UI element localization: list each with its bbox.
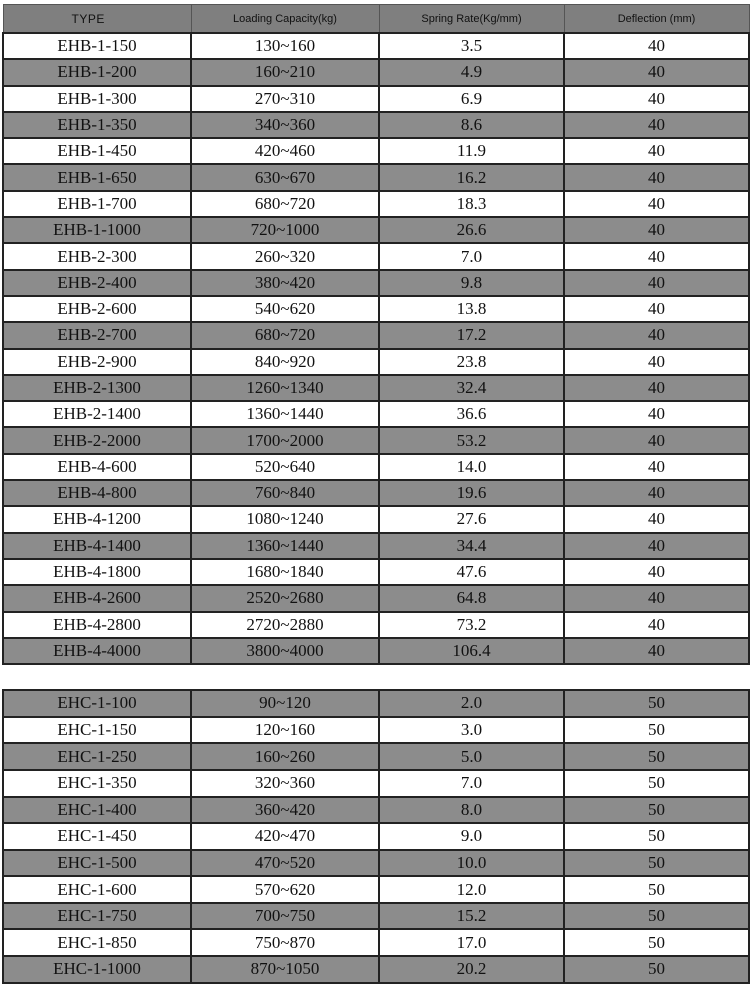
table-row — [3, 929, 749, 956]
deflection-cell: 40 — [564, 33, 749, 59]
spring-rate-cell: 32.4 — [379, 375, 564, 401]
table-row — [3, 454, 749, 480]
type-cell: EHC-1-250 — [3, 743, 191, 770]
spring-rate-cell: 7.0 — [379, 243, 564, 269]
spring-rate-cell: 11.9 — [379, 138, 564, 164]
loading-capacity-cell: 520~640 — [191, 454, 379, 480]
header-row — [3, 5, 749, 34]
deflection-cell: 50 — [564, 956, 749, 983]
spring-rate-cell: 14.0 — [379, 454, 564, 480]
loading-capacity-cell: 1260~1340 — [191, 375, 379, 401]
deflection-cell: 50 — [564, 823, 749, 850]
type-cell: EHC-1-850 — [3, 929, 191, 956]
spring-rate-cell: 17.0 — [379, 929, 564, 956]
spring-rate-cell: 27.6 — [379, 506, 564, 532]
spring-rate-cell: 19.6 — [379, 480, 564, 506]
type-cell: EHC-1-1000 — [3, 956, 191, 983]
table-row — [3, 638, 749, 664]
table-row — [3, 903, 749, 930]
deflection-cell: 40 — [564, 638, 749, 664]
type-cell: EHB-4-4000 — [3, 638, 191, 664]
deflection-cell: 50 — [564, 850, 749, 877]
type-cell: EHC-1-100 — [3, 690, 191, 717]
deflection-cell: 40 — [564, 164, 749, 190]
type-cell: EHB-4-2800 — [3, 612, 191, 638]
deflection-cell: 40 — [564, 480, 749, 506]
table-row — [3, 427, 749, 453]
type-cell: EHB-1-1000 — [3, 217, 191, 243]
table-row — [3, 322, 749, 348]
type-cell: EHB-4-1400 — [3, 533, 191, 559]
spec-tables — [2, 4, 748, 984]
type-cell: EHC-1-500 — [3, 850, 191, 877]
table-row — [3, 823, 749, 850]
loading-capacity-cell: 360~420 — [191, 797, 379, 824]
deflection-cell: 40 — [564, 217, 749, 243]
table-row — [3, 86, 749, 112]
loading-capacity-cell: 700~750 — [191, 903, 379, 930]
loading-capacity-cell: 870~1050 — [191, 956, 379, 983]
spring-rate-cell: 3.5 — [379, 33, 564, 59]
spring-rate-cell: 12.0 — [379, 876, 564, 903]
deflection-cell: 40 — [564, 454, 749, 480]
spring-rate-cell: 36.6 — [379, 401, 564, 427]
table-row — [3, 743, 749, 770]
table-row — [3, 243, 749, 269]
deflection-cell: 50 — [564, 770, 749, 797]
type-cell: EHB-1-300 — [3, 86, 191, 112]
type-cell: EHC-1-750 — [3, 903, 191, 930]
spring-rate-cell: 47.6 — [379, 559, 564, 585]
deflection-cell: 40 — [564, 375, 749, 401]
spring-rate-cell: 4.9 — [379, 59, 564, 85]
loading-capacity-cell: 1080~1240 — [191, 506, 379, 532]
loading-capacity-cell: 160~260 — [191, 743, 379, 770]
table-row — [3, 401, 749, 427]
deflection-cell: 40 — [564, 243, 749, 269]
table-row — [3, 296, 749, 322]
spring-rate-cell: 16.2 — [379, 164, 564, 190]
ehb-spec-table — [2, 4, 750, 665]
deflection-cell: 50 — [564, 929, 749, 956]
table-header — [3, 5, 749, 34]
spring-rate-cell: 106.4 — [379, 638, 564, 664]
deflection-cell: 40 — [564, 533, 749, 559]
spring-rate-cell: 9.8 — [379, 270, 564, 296]
table-row — [3, 612, 749, 638]
table-row — [3, 585, 749, 611]
table-row — [3, 876, 749, 903]
table-gap — [2, 665, 748, 689]
header-spring-rate: Spring Rate(Kg/mm) — [379, 5, 564, 34]
deflection-cell: 40 — [564, 612, 749, 638]
loading-capacity-cell: 840~920 — [191, 349, 379, 375]
table-row — [3, 349, 749, 375]
deflection-cell: 40 — [564, 585, 749, 611]
type-cell: EHB-1-350 — [3, 112, 191, 138]
table-row — [3, 375, 749, 401]
spring-rate-cell: 6.9 — [379, 86, 564, 112]
ehc-spec-table — [2, 689, 750, 984]
table-row — [3, 797, 749, 824]
type-cell: EHB-2-700 — [3, 322, 191, 348]
loading-capacity-cell: 1360~1440 — [191, 533, 379, 559]
table-row — [3, 480, 749, 506]
table-row — [3, 850, 749, 877]
spring-rate-cell: 2.0 — [379, 690, 564, 717]
type-cell: EHC-1-600 — [3, 876, 191, 903]
type-cell: EHB-1-450 — [3, 138, 191, 164]
spring-rate-cell: 53.2 — [379, 427, 564, 453]
deflection-cell: 50 — [564, 876, 749, 903]
spring-rate-cell: 20.2 — [379, 956, 564, 983]
table-row — [3, 506, 749, 532]
ehc-table-body — [3, 690, 749, 983]
loading-capacity-cell: 3800~4000 — [191, 638, 379, 664]
deflection-cell: 40 — [564, 506, 749, 532]
loading-capacity-cell: 2720~2880 — [191, 612, 379, 638]
spring-rate-cell: 26.6 — [379, 217, 564, 243]
loading-capacity-cell: 720~1000 — [191, 217, 379, 243]
spring-rate-cell: 7.0 — [379, 770, 564, 797]
loading-capacity-cell: 1680~1840 — [191, 559, 379, 585]
type-cell: EHB-2-2000 — [3, 427, 191, 453]
table-row — [3, 112, 749, 138]
loading-capacity-cell: 420~470 — [191, 823, 379, 850]
deflection-cell: 40 — [564, 112, 749, 138]
spring-rate-cell: 9.0 — [379, 823, 564, 850]
loading-capacity-cell: 750~870 — [191, 929, 379, 956]
deflection-cell: 40 — [564, 59, 749, 85]
spring-rate-cell: 5.0 — [379, 743, 564, 770]
spring-rate-cell: 8.0 — [379, 797, 564, 824]
spring-rate-cell: 23.8 — [379, 349, 564, 375]
table-row — [3, 717, 749, 744]
type-cell: EHB-2-1300 — [3, 375, 191, 401]
ehb-table-body — [3, 33, 749, 664]
loading-capacity-cell: 540~620 — [191, 296, 379, 322]
loading-capacity-cell: 420~460 — [191, 138, 379, 164]
loading-capacity-cell: 320~360 — [191, 770, 379, 797]
deflection-cell: 40 — [564, 401, 749, 427]
loading-capacity-cell: 160~210 — [191, 59, 379, 85]
type-cell: EHB-4-800 — [3, 480, 191, 506]
deflection-cell: 40 — [564, 296, 749, 322]
deflection-cell: 40 — [564, 270, 749, 296]
type-cell: EHB-2-900 — [3, 349, 191, 375]
loading-capacity-cell: 760~840 — [191, 480, 379, 506]
table-row — [3, 956, 749, 983]
table-row — [3, 164, 749, 190]
type-cell: EHB-2-400 — [3, 270, 191, 296]
deflection-cell: 40 — [564, 322, 749, 348]
header-deflection: Deflection (mm) — [564, 5, 749, 34]
spring-rate-cell: 64.8 — [379, 585, 564, 611]
table-row — [3, 217, 749, 243]
deflection-cell: 50 — [564, 743, 749, 770]
loading-capacity-cell: 2520~2680 — [191, 585, 379, 611]
loading-capacity-cell: 630~670 — [191, 164, 379, 190]
table-row — [3, 770, 749, 797]
type-cell: EHC-1-350 — [3, 770, 191, 797]
loading-capacity-cell: 470~520 — [191, 850, 379, 877]
type-cell: EHB-4-1200 — [3, 506, 191, 532]
type-cell: EHC-1-450 — [3, 823, 191, 850]
loading-capacity-cell: 570~620 — [191, 876, 379, 903]
table-row — [3, 533, 749, 559]
deflection-cell: 40 — [564, 349, 749, 375]
loading-capacity-cell: 340~360 — [191, 112, 379, 138]
type-cell: EHB-4-600 — [3, 454, 191, 480]
type-cell: EHB-4-2600 — [3, 585, 191, 611]
spring-rate-cell: 17.2 — [379, 322, 564, 348]
type-cell: EHC-1-400 — [3, 797, 191, 824]
type-cell: EHB-2-300 — [3, 243, 191, 269]
deflection-cell: 40 — [564, 427, 749, 453]
type-cell: EHB-1-200 — [3, 59, 191, 85]
type-cell: EHB-1-700 — [3, 191, 191, 217]
type-cell: EHB-1-650 — [3, 164, 191, 190]
loading-capacity-cell: 1360~1440 — [191, 401, 379, 427]
type-cell: EHC-1-150 — [3, 717, 191, 744]
loading-capacity-cell: 380~420 — [191, 270, 379, 296]
deflection-cell: 40 — [564, 191, 749, 217]
table-row — [3, 191, 749, 217]
table-row — [3, 559, 749, 585]
type-cell: EHB-4-1800 — [3, 559, 191, 585]
spring-rate-cell: 13.8 — [379, 296, 564, 322]
table-row — [3, 690, 749, 717]
deflection-cell: 50 — [564, 690, 749, 717]
spring-rate-cell: 10.0 — [379, 850, 564, 877]
type-cell: EHB-2-600 — [3, 296, 191, 322]
type-cell: EHB-1-150 — [3, 33, 191, 59]
loading-capacity-cell: 1700~2000 — [191, 427, 379, 453]
header-type: TYPE — [3, 5, 191, 34]
loading-capacity-cell: 680~720 — [191, 322, 379, 348]
spring-rate-cell: 18.3 — [379, 191, 564, 217]
loading-capacity-cell: 260~320 — [191, 243, 379, 269]
type-cell: EHB-2-1400 — [3, 401, 191, 427]
spring-rate-cell: 34.4 — [379, 533, 564, 559]
loading-capacity-cell: 270~310 — [191, 86, 379, 112]
table-row — [3, 59, 749, 85]
loading-capacity-cell: 680~720 — [191, 191, 379, 217]
deflection-cell: 40 — [564, 86, 749, 112]
loading-capacity-cell: 120~160 — [191, 717, 379, 744]
table-row — [3, 138, 749, 164]
table-row — [3, 33, 749, 59]
spring-rate-cell: 8.6 — [379, 112, 564, 138]
table-row — [3, 270, 749, 296]
deflection-cell: 50 — [564, 717, 749, 744]
spring-rate-cell: 15.2 — [379, 903, 564, 930]
deflection-cell: 40 — [564, 138, 749, 164]
loading-capacity-cell: 130~160 — [191, 33, 379, 59]
deflection-cell: 50 — [564, 903, 749, 930]
spring-rate-cell: 73.2 — [379, 612, 564, 638]
spring-rate-cell: 3.0 — [379, 717, 564, 744]
deflection-cell: 40 — [564, 559, 749, 585]
header-loading-capacity: Loading Capacity(kg) — [191, 5, 379, 34]
deflection-cell: 50 — [564, 797, 749, 824]
loading-capacity-cell: 90~120 — [191, 690, 379, 717]
